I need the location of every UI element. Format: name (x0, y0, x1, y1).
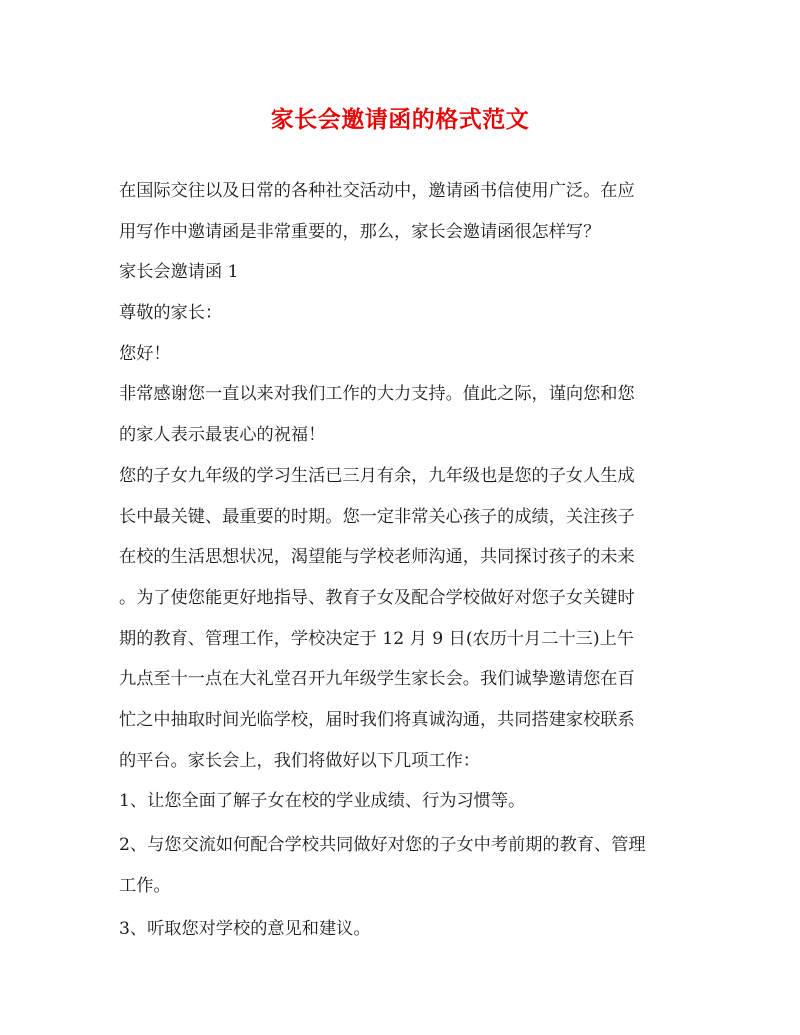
document-title: 家长会邀请函的格式范文 (270, 106, 530, 133)
greeting: 您好！ (119, 343, 171, 364)
section-heading: 家长会邀请函 1 (119, 262, 239, 283)
list-item-3: 3、听取您对学校的意见和建议。 (119, 919, 371, 940)
list-item-2-line-1: 2、与您交流如何配合学校共同做好对您的子女中考前期的教育、管理 (119, 835, 646, 855)
paragraph-1-line-2: 的家人表示最衷心的祝福！ (119, 425, 326, 446)
paragraph-2-line-6: 九点至十一点在大礼堂召开九年级学生家长会。我们诚挚邀请您在百 (119, 669, 635, 690)
salutation: 尊敬的家长： (119, 303, 223, 324)
paragraph-2-line-7: 忙之中抽取时间光临学校，届时我们将真诚沟通，共同搭建家校联系 (119, 709, 635, 730)
paragraph-2-line-3: 在校的生活思想状况，渴望能与学校老师沟通，共同探讨孩子的未来 (119, 547, 635, 568)
paragraph-2-line-5: 期的教育、管理工作，学校决定于 12 月 9 日(农历十月二十三)上午 (119, 628, 634, 649)
list-item-1: 1、让您全面了解子女在校的学业成绩、行为习惯等。 (119, 791, 526, 812)
intro-line-2: 用写作中邀请函是非常重要的，那么，家长会邀请函很怎样写？ (119, 221, 601, 242)
document-body (119, 171, 687, 950)
paragraph-2-line-1: 您的子女九年级的学习生活已三月有余，九年级也是您的子女人生成 (119, 465, 635, 486)
paragraph-2-line-2: 长中最关键、最重要的时期。您一定非常关心孩子的成绩，关注孩子 (119, 506, 635, 527)
paragraph-2-line-4: 。为了使您能更好地指导、教育子女及配合学校做好对您子女关键时 (119, 587, 635, 608)
paragraph-2-line-8: 的平台。家长会上，我们将做好以下几项工作： (119, 750, 480, 771)
list-item-2-line-2: 工作。 (119, 875, 171, 896)
paragraph-1-line-1: 非常感谢您一直以来对我们工作的大力支持。值此之际，谨向您和您 (119, 384, 635, 405)
intro-line-1: 在国际交往以及日常的各种社交活动中，邀请函书信使用广泛。在应 (119, 181, 635, 201)
